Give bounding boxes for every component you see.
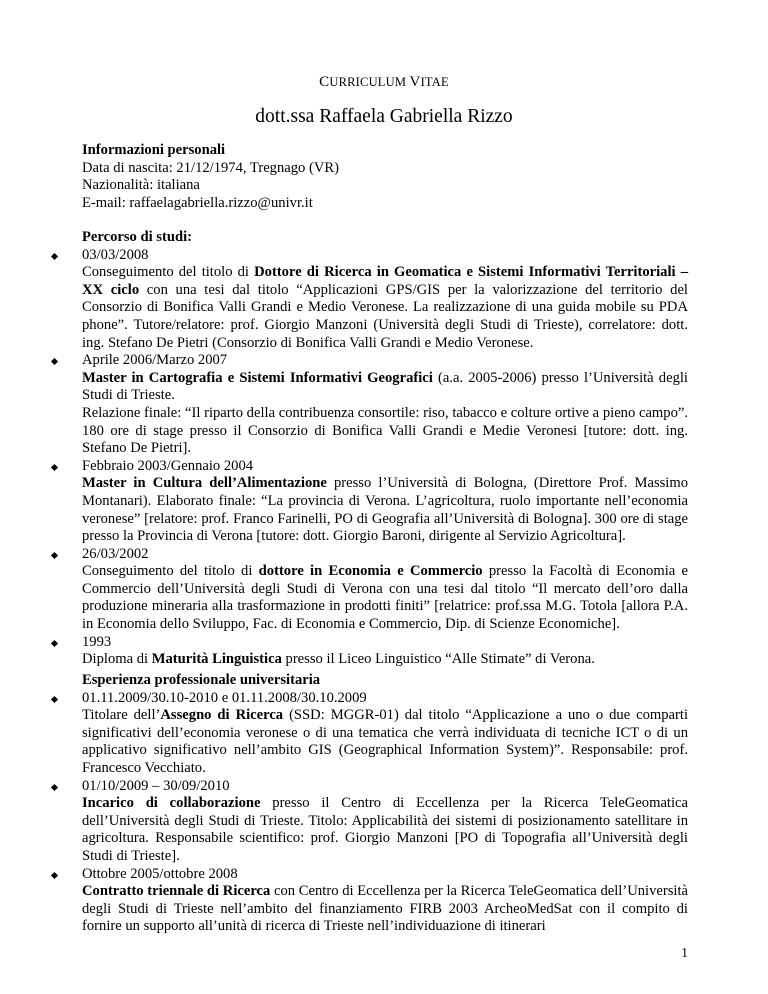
- title-cap-v: V: [409, 74, 421, 90]
- study-date: 26/03/2002: [82, 545, 149, 562]
- experience-section: [82, 672, 688, 936]
- study-description: Diploma di Maturità Linguistica presso il Liceo Linguistico “Alle Stimate” di Verona.: [82, 651, 595, 668]
- study-description: Master in Cartografia e Sistemi Informativi Geografici (a.a. 2005-2006) presso l’Università degli Studi di Trieste.: [82, 369, 688, 404]
- personal-info-section: [82, 142, 688, 212]
- study-entry: [82, 352, 688, 458]
- experience-description: Titolare dell’Assegno di Ricerca (SSD: MGGR-01) dal titolo “Applicazione a uno o due comparti significativi dell’economia veronese o di una tematica che verrà individuata di tecniche ICT o di un applicativo significativo nell’ambito GIS (Geographical Information System)”. Responsabile: prof. Francesco Vecchiato.: [82, 707, 689, 776]
- bullet-icon: [51, 464, 58, 471]
- bullet-icon: [51, 784, 58, 791]
- study-note: Relazione finale: “Il riparto della contribuenza consortile: riso, tabacco e colture ortive a pieno campo”. 180 ore di stage presso il Consorzio di Bonifica Valli Grandi e Medie Veronesi [tutore: dott. ing. Stefano De Pietri].: [82, 404, 688, 457]
- experience-heading: Esperienza professionale universitaria: [82, 672, 321, 688]
- birth-line: Data di nascita: 21/12/1974, Tregnago (VR): [82, 159, 339, 176]
- personal-info-heading: Informazioni personali: [82, 142, 226, 158]
- study-entry: [82, 247, 688, 353]
- page-number: 1: [681, 945, 688, 960]
- experience-entry: [82, 778, 688, 866]
- experience-date: 01/10/2009 – 30/09/2010: [82, 777, 230, 794]
- study-entry: [82, 458, 688, 546]
- experience-entry: [82, 866, 688, 936]
- bullet-icon: [51, 552, 58, 559]
- studies-heading: Percorso di studi:: [82, 229, 192, 245]
- bullet-icon: [51, 358, 58, 365]
- experience-date: 01.11.2009/30.10-2010 e 01.11.2008/30.10.2009: [82, 689, 367, 706]
- study-entry: [82, 546, 688, 634]
- study-entry: [82, 634, 688, 669]
- study-date: 1993: [82, 633, 112, 650]
- title-cap-c: C: [319, 74, 330, 90]
- bullet-icon: [51, 696, 58, 703]
- studies-list: [82, 247, 688, 669]
- study-description: Conseguimento del titolo di Dottore di Ricerca in Geomatica e Sistemi Informativi Territoriali – XX ciclo con una tesi dal titolo “Applicazioni GPS/GIS per la valorizzazione del territorio del Consorzio di Bonifica Valli Grandi e Medio Veronese. La realizzazione di una guida mobile su PDA phone”. Tutore/relatore: prof. Giorgio Manzoni (Università degli Studi di Trieste), correlatore: dott. ing. Stefano De Pietri (Consorzio di Bonifica Valli Grandi e Medio Veronese.: [82, 264, 689, 351]
- experience-entry: [82, 690, 688, 778]
- study-date: Febbraio 2003/Gennaio 2004: [82, 457, 254, 474]
- document-title: [0, 74, 768, 92]
- experience-description: Contratto triennale di Ricerca con Centro di Eccellenza per la Ricerca TeleGeomatica dell’Università degli Studi di Trieste nell’ambito del finanziamento FIRB 2003 ArcheoMedSat con il compito di fornire un supporto all’unità di ricerca di Trieste nell’individuazione di itinerari: [82, 883, 688, 935]
- title-rest-1: URRICULUM: [329, 75, 410, 89]
- bullet-icon: [51, 871, 58, 878]
- experience-date: Ottobre 2005/ottobre 2008: [82, 865, 238, 882]
- title-rest-2: ITAE: [420, 75, 449, 89]
- study-description: Conseguimento del titolo di dottore in Economia e Commercio presso la Facoltà di Economia e Commercio dell’Università degli Studi di Verona con una tesi dal titolo “Il mercato dell’oro dalla produzione mineraria alla trasformazione in prodotti finiti” [relatrice: prof.ssa M.G. Totola [allora P.A. in Economia dello Sviluppo, Fac. di Economia e Commercio, Dip. di Scienze Economiche].: [82, 563, 688, 633]
- study-date: Aprile 2006/Marzo 2007: [82, 352, 228, 369]
- study-description: Master in Cultura dell’Alimentazione presso l’Università di Bologna, (Direttore Prof. Massimo Montanari). Elaborato finale: “La provincia di Verona. L’agricoltura, ruolo importante nell’economia veronese” [relatore: prof. Franco Farinelli, PO di Geografia all’Università di Bologna]. 300 ore di stage presso la Provincia di Verona [tutore: dott. Giorgio Baroni, dirigente al Servizio Agricoltura].: [82, 475, 689, 545]
- study-date: 03/03/2008: [82, 246, 149, 263]
- studies-section: [82, 229, 688, 669]
- bullet-icon: [51, 640, 58, 647]
- experience-description: Incarico di collaborazione presso il Centro di Eccellenza per la Ricerca TeleGeomatica dell’Università degli Studi di Trieste. Titolo: Applicabilità dei sistemi di posizionamento satellitare in agricoltura. Responsabile scientifico: prof. Giorgio Manzoni [PO di Topografia all’Università degli Studi di Trieste].: [82, 795, 689, 864]
- bullet-icon: [51, 253, 58, 260]
- experience-list: [82, 690, 688, 936]
- email-line: E-mail: raffaelagabriella.rizzo@univr.it: [82, 194, 313, 211]
- nationality-line: Nazionalità: italiana: [82, 177, 200, 194]
- person-name: dott.ssa Raffaela Gabriella Rizzo: [255, 106, 513, 127]
